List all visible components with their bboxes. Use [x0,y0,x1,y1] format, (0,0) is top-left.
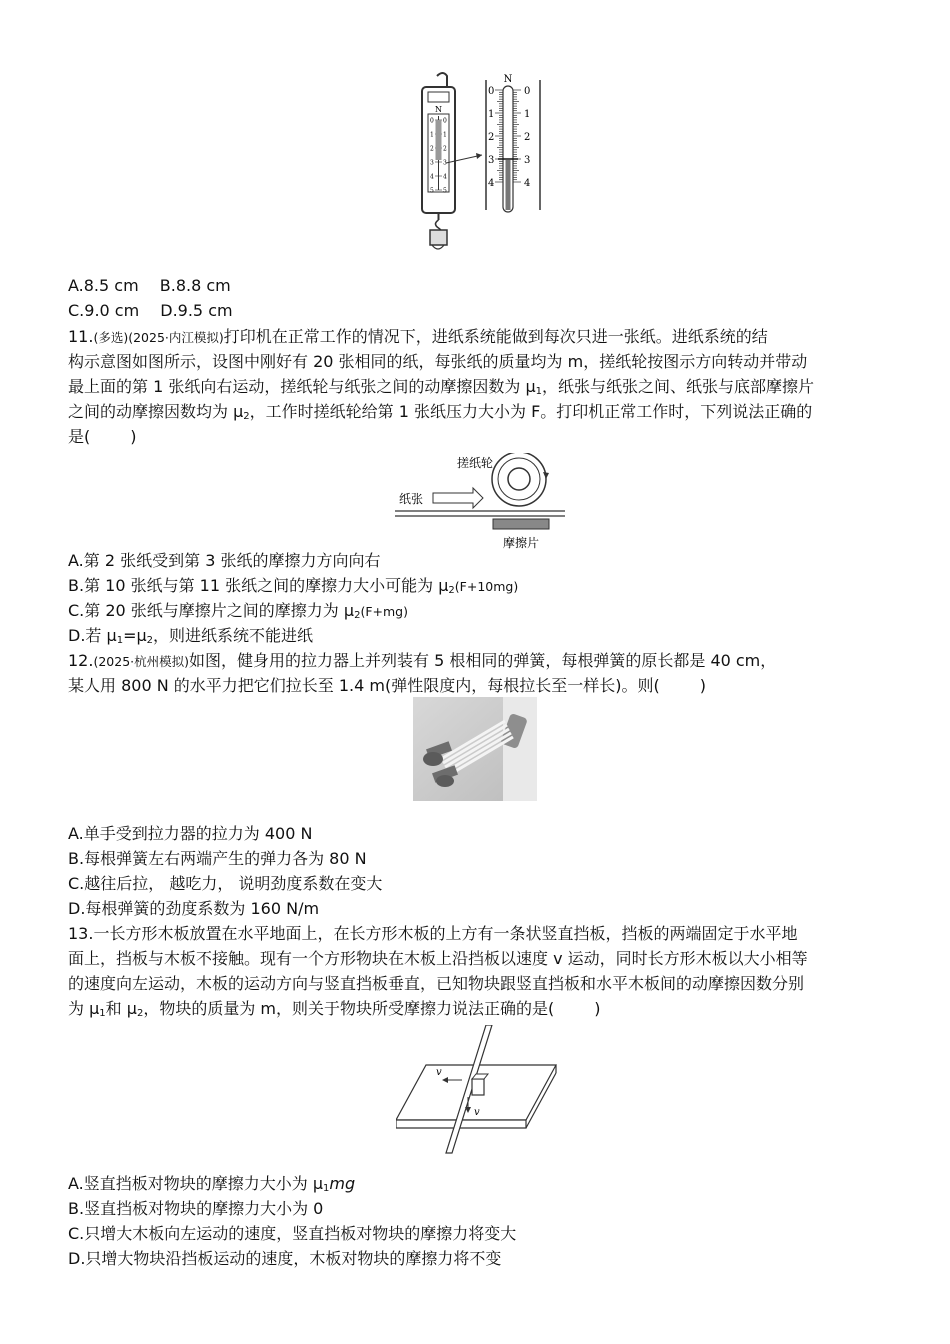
zoom-tick-right-label: 4 [524,178,531,189]
spring-scale-figure [410,70,550,255]
q11-line4b: ，工作时搓纸轮给第 1 张纸压力大小为 F。打印机正常工作时，下列说法正确的 [249,402,813,421]
q12-number: 12. [68,651,94,670]
q13-line4b: 和 μ [105,999,137,1018]
q13-mu1-sub: 1 [99,1008,106,1019]
board-block-figure [396,1025,558,1155]
scale-tick-right-label: 0 [443,117,447,125]
q13-line4a: 为 μ [68,999,100,1018]
q11-optd-sub2: 2 [146,635,154,646]
q11-optb-pre: B.第 10 张纸与第 11 张纸之间的摩擦力大小可能为 μ [68,576,449,595]
zoom-tick-right-label: 0 [524,86,531,97]
q12-option-a: A.单手受到拉力器的拉力为 400 N [68,824,313,843]
q13-stem-line4 [68,997,600,1026]
q10-options-cd: C.9.0 cm D.9.5 cm [68,301,233,320]
chest-expander-photo [413,697,537,801]
q13-opta-sub: 1 [323,1183,330,1194]
q13-stem-line2: 面上，挡板与木板不接触。现有一个方形物块在木板上沿挡板以速度 v 运动，同时长方形木板以大小相等 [68,949,808,968]
scale-tick-right-label: 1 [443,131,447,139]
q13-stem-line3: 的速度向左运动，木板的运动方向与竖直挡板垂直，已知物块跟竖直挡板和水平木板间的动摩擦因数分别 [68,974,805,993]
pad-label: 摩擦片 [502,536,540,550]
q11-line5: 是( [68,427,91,446]
q12-stem-line2 [68,674,706,698]
zoom-tick-left-label: 0 [488,86,495,97]
q11-optb-sub: 2 [448,585,455,596]
scale-tick-left-label: 0 [430,117,434,125]
q13-option-b: B.竖直挡板对物块的摩擦力大小为 0 [68,1199,324,1218]
q11-stem-line2: 构示意图如图所示，设图中刚好有 20 张相同的纸，每张纸的质量均为 m，搓纸轮按图示方向转动并带动 [68,352,808,371]
q12-source: (2025·杭州模拟) [93,654,189,669]
q12-option-d: D.每根弹簧的劲度系数为 160 N/m [68,899,320,918]
scale-tick-left-label: 3 [430,159,434,167]
zoom-tick-left-label: 4 [488,178,495,189]
wheel-label: 搓纸轮 [456,456,494,470]
scale-tick-left-label: 4 [430,173,434,181]
q11-line3b: ，纸张与纸张之间、纸张与底部摩擦片 [542,377,815,396]
q11-optc-post: (F+mg) [360,604,408,619]
zoom-tick-right-label: 1 [524,109,531,120]
q11-stem-line5 [68,425,137,449]
scale-tick-right-label: 4 [443,173,447,181]
q11-optd-sub1: 1 [116,635,124,646]
q11-optc-pre: C.第 20 张纸与摩擦片之间的摩擦力为 μ [68,601,355,620]
q12-option-b: B.每根弹簧左右两端产生的弹力各为 80 N [68,849,367,868]
q13-opta-pre: A.竖直挡板对物块的摩擦力大小为 μ [68,1174,324,1193]
q13-stem-line1: 13.一长方形木板放置在水平地面上，在长方形木板的上方有一条状竖直挡板，挡板的两端固定于水平地 [68,924,798,943]
scale-n-label: N [435,105,442,114]
scale-tick-right-label: 2 [443,145,447,153]
q12-option-c: C.越往后拉， 越吃力， 说明劲度系数在变大 [68,874,383,893]
zoom-tick-left-label: 1 [488,109,495,120]
q11-number: 11. [68,327,94,346]
q12-line2-text: 某人用 800 N 的水平力把它们拉长至 1.4 m(弹性限度内，每根拉长至一样长)。则( [68,676,660,695]
zoom-tick-right-label: 2 [524,132,531,143]
printer-feed-figure [395,453,565,553]
scale-tick-right-label: 3 [443,159,447,167]
q11-optc-sub: 2 [354,610,361,621]
q12-line1-text: 如图，健身用的拉力器上并列装有 5 根相同的弹簧，每根弹簧的原长都是 40 cm， [189,651,777,670]
v-left-label: v [436,1067,442,1078]
scale-tick-right-label: 5 [443,187,447,195]
q11-optd-post: ，则进纸系统不能进纸 [153,626,314,645]
q13-opta-post: mg [329,1174,356,1193]
q11-line1-text: 打印机在正常工作的情况下，进纸系统能做到每次只进一张纸。进纸系统的结 [223,327,768,346]
q13-option-d: D.只增大物块沿挡板运动的速度，木板对物块的摩擦力将不变 [68,1249,502,1268]
q11-line4a: 之间的动摩擦因数均为 μ [68,402,244,421]
v-down-label: v [474,1107,480,1118]
zoom-tick-left-label: 3 [488,155,495,166]
q13-option-c: C.只增大木板向左运动的速度，竖直挡板对物块的摩擦力将变大 [68,1224,517,1243]
q12-line2-end: ) [699,676,706,695]
q11-stem-line1 [68,325,768,350]
q10-options-ab: A.8.5 cm B.8.8 cm [68,276,231,295]
q11-option-a: A.第 2 张纸受到第 3 张纸的摩擦力方向向右 [68,551,381,570]
q12-stem-line1 [68,649,776,674]
q11-tag: (多选) [93,330,129,345]
q11-mu2-sub: 2 [243,411,250,422]
q13-mu2-sub: 2 [136,1008,144,1019]
q11-source: (2025·内江模拟) [128,330,224,345]
q11-mu1-sub: 1 [535,386,542,397]
q13-line4-end: ) [594,999,601,1018]
paper-label: 纸张 [399,492,424,506]
scale-tick-left-label: 1 [430,131,434,139]
scale-tick-left-label: 2 [430,145,434,153]
zoom-tick-left-label: 2 [488,132,495,143]
q11-optd-pre: D.若 μ [68,626,117,645]
q11-line3a: 最上面的第 1 张纸向右运动，搓纸轮与纸张之间的动摩擦因数为 μ [68,377,536,396]
zoom-n-label: N [503,74,513,85]
q11-stem-line4 [68,400,812,429]
q11-optd-mid: =μ [123,626,147,645]
scale-tick-left-label: 5 [430,187,434,195]
zoom-tick-right-label: 3 [524,155,531,166]
q11-optb-post: (F+10mg) [454,579,519,594]
q13-line4c: ，物块的质量为 m，则关于物块所受摩擦力说法正确的是( [143,999,555,1018]
q11-line5-end: ) [130,427,137,446]
